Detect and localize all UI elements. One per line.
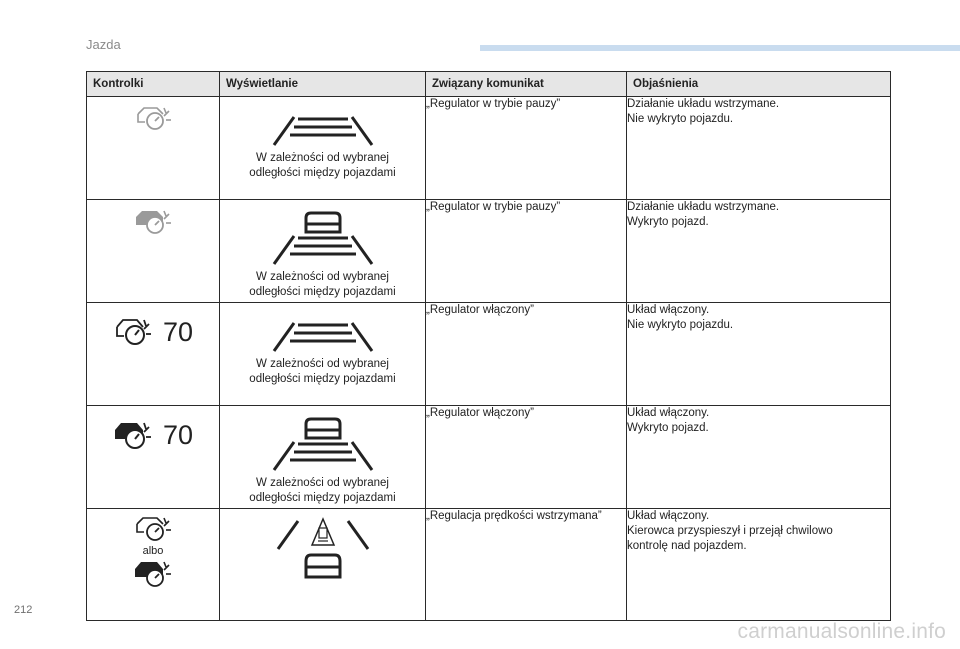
message-cell xyxy=(426,97,627,200)
explanation-cell xyxy=(627,200,891,303)
lanes-icon xyxy=(268,105,378,149)
display-cell xyxy=(220,97,426,200)
explanation-line: Kierowca przyspieszył i przejął chwilowo xyxy=(627,525,833,537)
alternative-label: albo xyxy=(142,545,164,557)
column-header-kontrolki: Kontrolki xyxy=(87,72,220,97)
lanes-icon xyxy=(268,311,378,355)
indicator-cell xyxy=(87,509,220,621)
display-caption: W zależności od wybranej xyxy=(256,477,389,489)
speed-value: 70 xyxy=(162,419,194,450)
lanes-car-icon xyxy=(268,414,378,474)
speed-value: 70 xyxy=(162,316,194,347)
section-title: Jazda xyxy=(86,37,121,52)
column-header-objasnienia: Objaśnienia xyxy=(627,72,891,97)
status-table xyxy=(86,71,891,621)
lanes-car-icon xyxy=(268,208,378,268)
display-caption: W zależności od wybranej xyxy=(256,358,389,370)
explanation-line: Nie wykryto pojazdu. xyxy=(627,113,734,125)
explanation-line: Wykryto pojazd. xyxy=(627,422,709,434)
indicator-cell xyxy=(87,406,220,509)
display-caption: odległości między pojazdami xyxy=(249,286,396,298)
cruise-car-icon xyxy=(133,559,173,589)
display-cell xyxy=(220,303,426,406)
lanes-warning-car-icon xyxy=(268,515,378,581)
indicator-cell xyxy=(87,200,220,303)
explanation-line: Układ włączony. xyxy=(627,304,710,316)
display-cell xyxy=(220,200,426,303)
message-text: „Regulator włączony” xyxy=(426,304,535,316)
message-cell xyxy=(426,303,627,406)
cruise-outline-icon xyxy=(133,105,173,133)
indicator-cell xyxy=(87,97,220,200)
display-caption: W zależności od wybranej xyxy=(256,271,389,283)
cruise-outline-icon xyxy=(113,317,153,347)
table-row xyxy=(87,303,891,406)
indicator-cell xyxy=(87,303,220,406)
section-bar xyxy=(480,45,960,51)
column-header-wyswietlanie: Wyświetlanie xyxy=(220,72,426,97)
cruise-car-icon xyxy=(113,420,153,450)
message-text: „Regulator w trybie pauzy” xyxy=(426,98,561,110)
message-text: „Regulator włączony” xyxy=(426,407,535,419)
explanation-line: Wykryto pojazd. xyxy=(627,216,709,228)
cruise-car-icon xyxy=(133,208,173,236)
message-cell xyxy=(426,406,627,509)
watermark: carmanualsonline.info xyxy=(737,620,946,643)
display-caption: W zależności od wybranej xyxy=(256,152,389,164)
column-header-komunikat: Związany komunikat xyxy=(426,72,627,97)
explanation-cell xyxy=(627,509,891,621)
message-cell xyxy=(426,509,627,621)
display-caption: odległości między pojazdami xyxy=(249,373,396,385)
explanation-line: Działanie układu wstrzymane. xyxy=(627,98,780,110)
table-row xyxy=(87,509,891,621)
table-row xyxy=(87,406,891,509)
explanation-cell xyxy=(627,303,891,406)
message-cell xyxy=(426,200,627,303)
display-caption: odległości między pojazdami xyxy=(249,167,396,179)
display-caption: odległości między pojazdami xyxy=(249,492,396,504)
display-cell xyxy=(220,509,426,621)
table-row xyxy=(87,200,891,303)
explanation-line: kontrolę nad pojazdem. xyxy=(627,540,747,552)
explanation-line: Układ włączony. xyxy=(627,407,710,419)
message-text: „Regulator w trybie pauzy” xyxy=(426,201,561,213)
explanation-line: Nie wykryto pojazdu. xyxy=(627,319,734,331)
explanation-line: Układ włączony. xyxy=(627,510,710,522)
cruise-outline-icon xyxy=(133,515,173,543)
explanation-cell xyxy=(627,406,891,509)
message-text: „Regulacja prędkości wstrzymana” xyxy=(426,510,602,522)
explanation-line: Działanie układu wstrzymane. xyxy=(627,201,780,213)
explanation-cell xyxy=(627,97,891,200)
display-cell xyxy=(220,406,426,509)
table-row xyxy=(87,97,891,200)
table-header-row xyxy=(87,72,891,97)
page-number: 212 xyxy=(14,604,33,616)
